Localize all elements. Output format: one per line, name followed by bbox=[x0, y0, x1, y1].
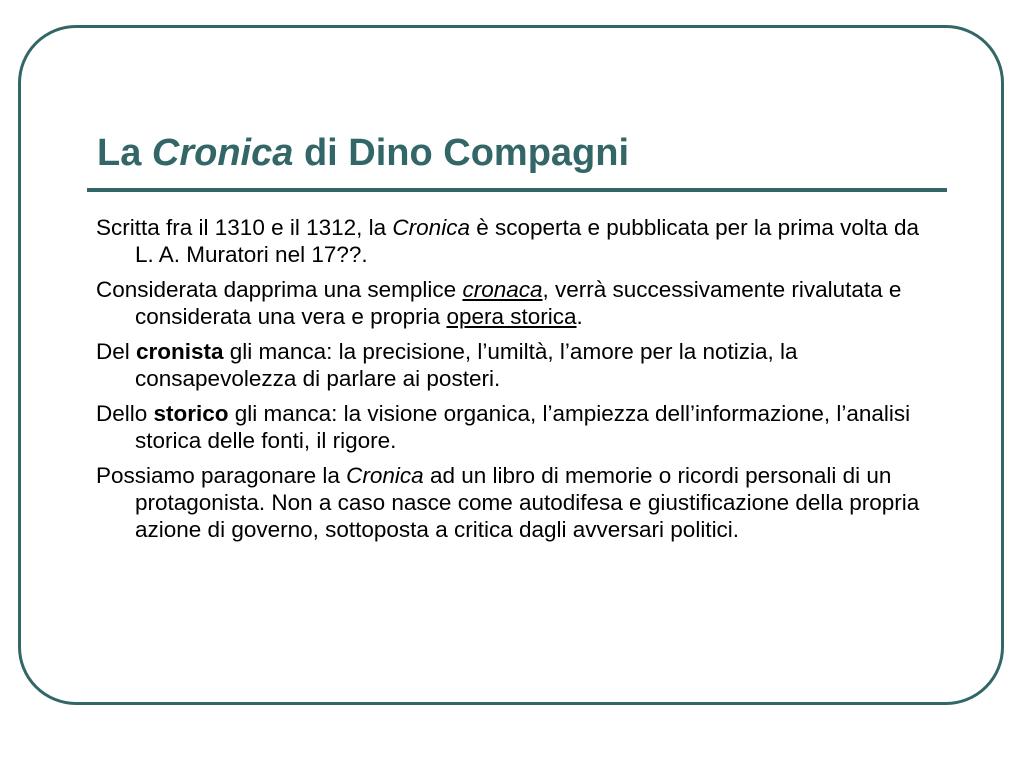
p3-text-1: Del bbox=[96, 339, 137, 364]
p4-text-1: Dello bbox=[96, 401, 154, 426]
p2-underlined-cronaca: cronaca bbox=[462, 277, 543, 302]
p2-underlined-opera-storica: opera storica bbox=[446, 304, 577, 329]
p4-bold-storico: storico bbox=[153, 401, 229, 426]
paragraph-4 bbox=[96, 400, 936, 454]
p2-text-3: . bbox=[576, 304, 583, 329]
paragraph-3 bbox=[96, 338, 936, 392]
p2-text-2: , verrà successivamente rivalutata e considerata una vera e propria bbox=[135, 277, 902, 329]
slide-body bbox=[96, 214, 936, 551]
paragraph-2 bbox=[96, 276, 936, 330]
p4-text-2: gli manca: la visione organica, l’ampiezza dell’informazione, l’analisi storica delle fonti, il rigore. bbox=[135, 401, 911, 453]
p5-text-1: Possiamo paragonare la bbox=[96, 463, 347, 488]
title-text-2: di Dino Compagni bbox=[293, 132, 630, 174]
paragraph-1 bbox=[96, 214, 936, 268]
p1-italic-cronica: Cronica bbox=[392, 215, 470, 240]
p1-text-2: è scoperta e pubblicata per la prima volta da L. A. Muratori nel 17??. bbox=[135, 215, 919, 267]
title-underline-divider bbox=[87, 188, 947, 192]
title-text-italic: Cronica bbox=[151, 132, 294, 174]
slide-title bbox=[97, 130, 629, 176]
paragraph-5 bbox=[96, 462, 936, 543]
p2-text-1: Considerata dapprima una semplice bbox=[96, 277, 463, 302]
p3-bold-cronista: cronista bbox=[136, 339, 224, 364]
p1-text-1: Scritta fra il 1310 e il 1312, la bbox=[96, 215, 393, 240]
p5-text-2: ad un libro di memorie o ricordi personali di un protagonista. Non a caso nasce come autodifesa e giustificazione della propria azione di governo, sottoposta a critica dagli avversari politici. bbox=[135, 463, 920, 542]
title-text-1: La bbox=[97, 132, 152, 174]
p3-text-2: gli manca: la precisione, l’umiltà, l’amore per la notizia, la consapevolezza di parlare ai posteri. bbox=[135, 339, 798, 391]
p5-italic-cronica: Cronica bbox=[346, 463, 424, 488]
